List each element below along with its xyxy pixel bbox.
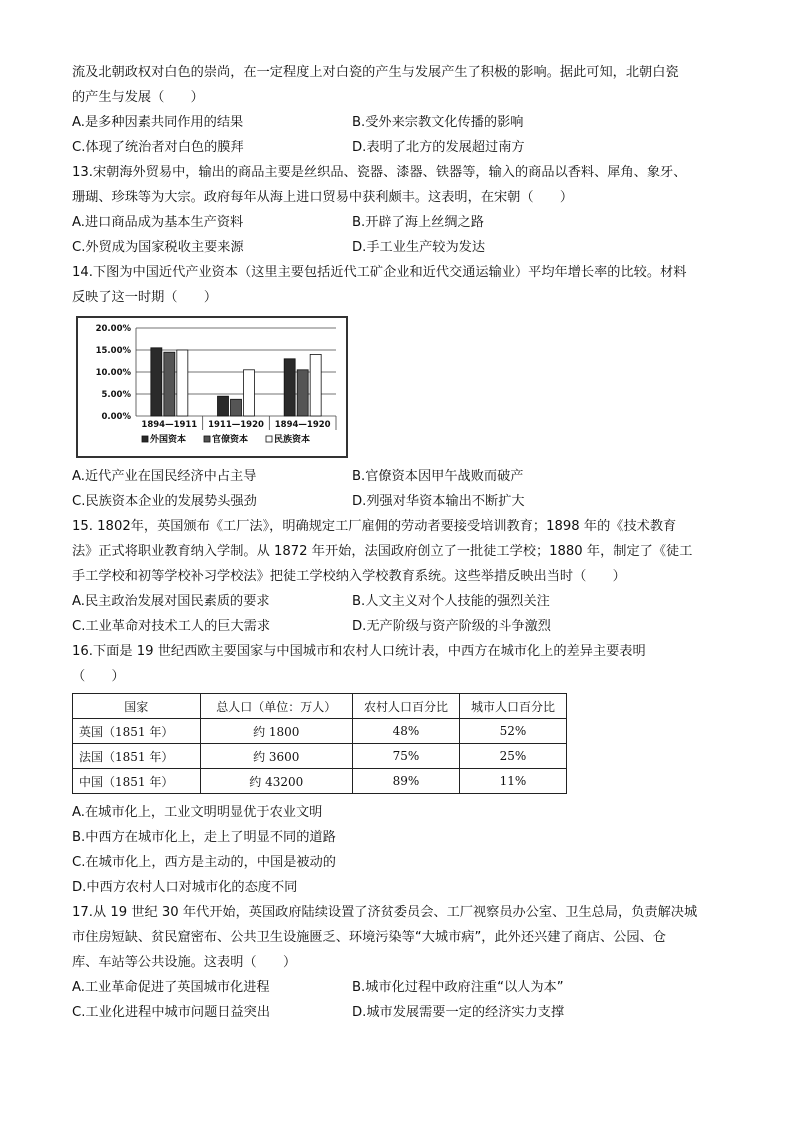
table-cell: 89% <box>352 769 459 794</box>
options-row <box>72 489 722 514</box>
table-cell: 75% <box>352 744 459 769</box>
bar-外国资本-1911—1920 <box>218 396 229 416</box>
option-c: C.工业革命对技术工人的巨大需求 <box>72 619 271 634</box>
legend-swatch <box>204 436 210 442</box>
bar-民族资本-1894—1920 <box>310 354 321 416</box>
legend-swatch <box>266 436 272 442</box>
options-row <box>72 235 722 260</box>
options-row <box>72 1000 722 1025</box>
table-header-cell: 总人口（单位：万人） <box>200 694 352 719</box>
question-text-line: 流及北朝政权对白色的崇尚，在一定程度上对白瓷的产生与发展产生了积极的影响。据此可知，北朝白瓷 <box>72 65 679 80</box>
option-c: C.外贸成为国家税收主要来源 <box>72 240 244 255</box>
y-tick-label: 20.00% <box>95 324 131 334</box>
table-row <box>73 769 567 794</box>
exam-page <box>72 60 722 1025</box>
question-text-line: 手工学校和初等学校补习学校法》把徒工学校纳入学校教育系统。这些举措反映出当时（ ） <box>72 569 626 584</box>
options-row <box>72 975 722 1000</box>
option-b: B.城市化过程中政府注重“以人为本” <box>352 980 564 995</box>
question-16 <box>72 639 722 900</box>
option-d: D.列强对华资本输出不断扩大 <box>352 494 525 509</box>
population-table <box>72 693 567 794</box>
option-a: A.工业革命促进了英国城市化进程 <box>72 980 270 995</box>
y-tick-label: 0.00% <box>101 412 131 422</box>
option-a: A.民主政治发展对国民素质的要求 <box>72 594 270 609</box>
question-12-tail <box>72 60 722 160</box>
question-text-line: （ ） <box>72 669 125 684</box>
question-text-line: 反映了这一时期（ ） <box>72 290 218 305</box>
table-cell: 52% <box>459 719 566 744</box>
question-17 <box>72 900 722 1025</box>
y-tick-label: 15.00% <box>95 346 131 356</box>
options-row <box>72 210 722 235</box>
bar-外国资本-1894—1911 <box>151 348 162 416</box>
table-cell: 约 43200 <box>200 769 352 794</box>
y-tick-label: 5.00% <box>101 390 131 400</box>
question-text-line: 15. 1802年，英国颁布《工厂法》，明确规定工厂雇佣的劳动者要接受培训教育；1898 年的《技术教育 <box>72 519 677 534</box>
options-row <box>72 110 722 135</box>
table-cell: 25% <box>459 744 566 769</box>
options-row <box>72 589 722 614</box>
question-text-line: 13.宋朝海外贸易中，输出的商品主要是丝织品、瓷器、漆器、铁器等，输入的商品以香料、犀角、象牙、 <box>72 165 687 180</box>
table-cell: 11% <box>459 769 566 794</box>
options-row <box>72 614 722 639</box>
question-text-line: 法》正式将职业教育纳入学制。从 1872 年开始，法国政府创立了一批徒工学校；1880 年，制定了《徒工 <box>72 544 693 559</box>
options-row <box>72 135 722 160</box>
legend-label: 民族资本 <box>274 435 311 445</box>
table-header-cell: 国家 <box>73 694 201 719</box>
question-13 <box>72 160 722 260</box>
question-text-line: 市住房短缺、贫民窟密布、公共卫生设施匮乏、环境污染等“大城市病”，此外还兴建了商店、公园、仓 <box>72 930 666 945</box>
question-text-line: 14.下图为中国近代产业资本（这里主要包括近代工矿企业和近代交通运输业）平均年增长率的比较。材料 <box>72 265 687 280</box>
bar-外国资本-1894—1920 <box>284 359 295 416</box>
option-a: A.近代产业在国民经济中占主导 <box>72 469 257 484</box>
table-header-cell: 城市人口百分比 <box>459 694 566 719</box>
option-b: B.人文主义对个人技能的强烈关注 <box>352 594 550 609</box>
table-cell: 48% <box>352 719 459 744</box>
chart-svg <box>78 318 346 456</box>
option-b: B.官僚资本因甲午战败而破产 <box>352 469 524 484</box>
option-c: C.工业化进程中城市问题日益突出 <box>72 1005 271 1020</box>
bar-官僚资本-1894—1920 <box>297 370 308 416</box>
option-c: C.体现了统治者对白色的膜拜 <box>72 140 244 155</box>
question-text-line: 库、车站等公共设施。这表明（ ） <box>72 955 297 970</box>
option-d: D.城市发展需要一定的经济实力支撑 <box>352 1005 565 1020</box>
table-header-cell: 农村人口百分比 <box>352 694 459 719</box>
question-14 <box>72 260 722 514</box>
option-d: D.中西方农村人口对城市化的态度不同 <box>72 880 298 895</box>
question-text-line: 的产生与发展（ ） <box>72 90 204 105</box>
option-d: D.表明了北方的发展超过南方 <box>352 140 525 155</box>
bar-官僚资本-1911—1920 <box>231 399 242 416</box>
question-15 <box>72 514 722 639</box>
table-cell: 法国（1851 年） <box>73 744 201 769</box>
table-row <box>73 719 567 744</box>
category-label: 1894—1920 <box>274 420 331 430</box>
legend-swatch <box>142 436 148 442</box>
option-a: A.进口商品成为基本生产资料 <box>72 215 244 230</box>
option-d: D.无产阶级与资产阶级的斗争激烈 <box>352 619 551 634</box>
option-c: C.民族资本企业的发展势头强劲 <box>72 494 257 509</box>
option-a: A.是多种因素共同作用的结果 <box>72 115 244 130</box>
table-header-row <box>73 694 567 719</box>
table-cell: 英国（1851 年） <box>73 719 201 744</box>
option-a: A.在城市化上，工业文明明显优于农业文明 <box>72 805 323 820</box>
capital-growth-chart <box>76 316 348 458</box>
option-b: B.受外来宗教文化传播的影响 <box>352 115 524 130</box>
option-d: D.手工业生产较为发达 <box>352 240 486 255</box>
option-b: B.中西方在城市化上，走上了明显不同的道路 <box>72 830 336 845</box>
category-label: 1911—1920 <box>208 420 264 430</box>
options-row <box>72 464 722 489</box>
legend-label: 外国资本 <box>150 435 187 445</box>
bar-官僚资本-1894—1911 <box>164 352 175 416</box>
question-text-line: 17.从 19 世纪 30 年代开始，英国政府陆续设置了济贫委员会、工厂视察员办公室、卫生总局，负责解决城 <box>72 905 698 920</box>
y-tick-label: 10.00% <box>95 368 131 378</box>
table-cell: 约 3600 <box>200 744 352 769</box>
table-row <box>73 744 567 769</box>
bar-民族资本-1911—1920 <box>244 370 255 416</box>
legend-label: 官僚资本 <box>212 435 249 445</box>
bar-民族资本-1894—1911 <box>177 350 188 416</box>
option-b: B.开辟了海上丝绸之路 <box>352 215 484 230</box>
question-text-line: 珊瑚、珍珠等为大宗。政府每年从海上进口贸易中获利颇丰。这表明，在宋朝（ ） <box>72 190 574 205</box>
table-cell: 中国（1851 年） <box>73 769 201 794</box>
option-c: C.在城市化上，西方是主动的，中国是被动的 <box>72 855 336 870</box>
question-text-line: 16.下面是 19 世纪西欧主要国家与中国城市和农村人口统计表，中西方在城市化上的差异主要表明 <box>72 644 646 659</box>
category-label: 1894—1911 <box>141 420 198 430</box>
table-cell: 约 1800 <box>200 719 352 744</box>
